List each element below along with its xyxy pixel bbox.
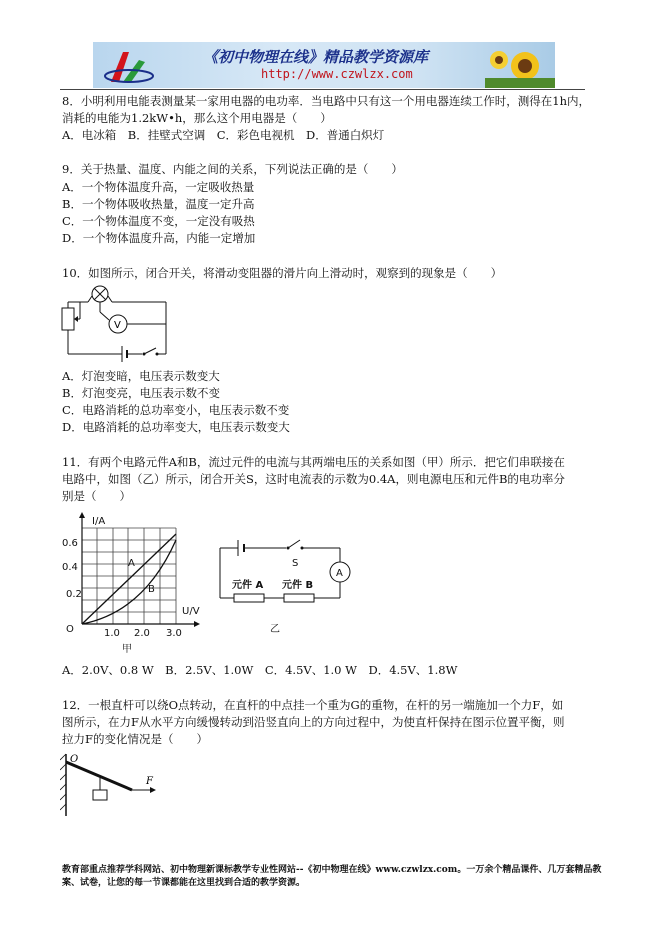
q12-line1: 12．一根直杆可以绕O点转动，在直杆的中点挂一个重为G的重物，在杆的另一端施加一个力F，如 <box>62 698 564 712</box>
curve-a <box>82 534 176 624</box>
header-divider <box>60 89 585 90</box>
q12-line2: 图所示，在力F从水平方向缓慢转动到沿竖直向上的方向过程中，为使直杆保持在图示位置平衡，则 <box>62 715 565 729</box>
q10-option-d: D．电路消耗的总功率变大，电压表示数变大 <box>62 420 290 434</box>
q8-options: A．电冰箱 B．挂壁式空调 C．彩色电视机 D．普通白炽灯 <box>62 128 385 142</box>
rheostat-icon <box>62 308 74 330</box>
banner-title: 《初中物理在线》精品教学资源库 <box>203 48 429 66</box>
switch-label: S <box>292 558 299 569</box>
q10-circuit-diagram <box>58 282 178 364</box>
element-a-resistor <box>234 594 264 602</box>
header-banner <box>93 42 555 88</box>
switch-icon <box>287 540 304 550</box>
q11-line3: 别是（ ） <box>62 489 131 503</box>
q11-options: A．2.0V、0.8 W B．2.5V、1.0W C．4.5V、1.0 W D．4.5V、1.8W <box>62 663 458 677</box>
q12-lever-diagram <box>60 750 168 818</box>
force-label: F <box>146 776 153 787</box>
bulb-icon <box>88 286 112 302</box>
battery-icon <box>238 540 244 556</box>
lever-rod <box>66 762 132 790</box>
q10-option-b: B．灯泡变亮，电压表示数不变 <box>62 386 220 400</box>
battery-icon <box>122 346 127 362</box>
x-tick-1.0: 1.0 <box>104 628 120 639</box>
q9-option-d: D．一个物体温度升高，内能一定增加 <box>62 231 256 245</box>
q11-series-circuit <box>212 532 362 638</box>
curve-b <box>82 540 176 624</box>
graph-y-label: I/A <box>92 516 106 527</box>
sunflower-icon <box>485 42 555 88</box>
element-b-label: 元件 B <box>282 580 314 591</box>
y-tick-0.4: 0.4 <box>62 562 78 573</box>
curve-a-label: A <box>128 558 135 569</box>
x-tick-3.0: 3.0 <box>166 628 182 639</box>
logo-icon <box>101 46 157 86</box>
switch-icon <box>143 348 159 356</box>
graph-x-label: U/V <box>182 606 200 617</box>
element-a-label: 元件 A <box>232 580 264 591</box>
q9-option-c: C．一个物体温度不变，一定没有吸热 <box>62 214 255 228</box>
q8-line2: 消耗的电能为1.2kW•h，那么这个用电器是（ ） <box>62 111 332 125</box>
q9-option-a: A．一个物体温度升高，一定吸收热量 <box>62 180 255 194</box>
ammeter-label: A <box>336 568 343 579</box>
q12-line3: 拉力F的变化情况是（ ） <box>62 732 208 746</box>
q9-option-b: B．一个物体吸收热量，温度一定升高 <box>62 197 255 211</box>
circuit-caption: 乙 <box>270 624 280 635</box>
y-tick-0.6: 0.6 <box>62 538 78 549</box>
weight-block <box>93 790 107 800</box>
y-tick-0.2: 0.2 <box>66 589 82 600</box>
graph-grid <box>82 528 176 624</box>
q10-option-c: C．电路消耗的总功率变小，电压表示数不变 <box>62 403 290 417</box>
x-tick-2.0: 2.0 <box>134 628 150 639</box>
voltmeter-label: V <box>114 320 121 331</box>
q10-option-a: A．灯泡变暗，电压表示数变大 <box>62 369 220 383</box>
q8-line1: 8．小明利用电能表测量某一家用电器的电功率．当电路中只有这一个用电器连续工作时，测得在1h内， <box>62 94 591 108</box>
force-arrow-icon <box>150 787 156 793</box>
q11-line1: 11．有两个电路元件A和B，流过元件的电流与其两端电压的关系如图（甲）所示．把它们串联接在 <box>62 455 565 469</box>
page-footer: 教育部重点推荐学科网站、初中物理新课标教学专业性网站--《初中物理在线》www.czwlzx.com。一万余个精品课件、几万套精品教案、试卷，让您的每一节课都能在这里找到合适的教学资源。 <box>62 865 602 888</box>
graph-origin: O <box>66 624 74 635</box>
pivot-label: O <box>70 754 79 765</box>
element-b-resistor <box>284 594 314 602</box>
banner-url[interactable]: http://www.czwlzx.com <box>261 67 413 81</box>
q11-iv-graph <box>58 508 218 656</box>
q11-line2: 电路中，如图（乙）所示，闭合开关S，这时电流表的示数为0.4A，则电源电压和元件B的电功率分 <box>62 472 565 486</box>
q9-stem: 9．关于热量、温度、内能之间的关系，下列说法正确的是（ ） <box>62 162 403 176</box>
curve-b-label: B <box>148 584 155 595</box>
graph-caption: 甲 <box>122 644 132 655</box>
q10-stem: 10．如图所示，闭合开关，将滑动变阻器的滑片向上滑动时，观察到的现象是（ ） <box>62 266 503 280</box>
